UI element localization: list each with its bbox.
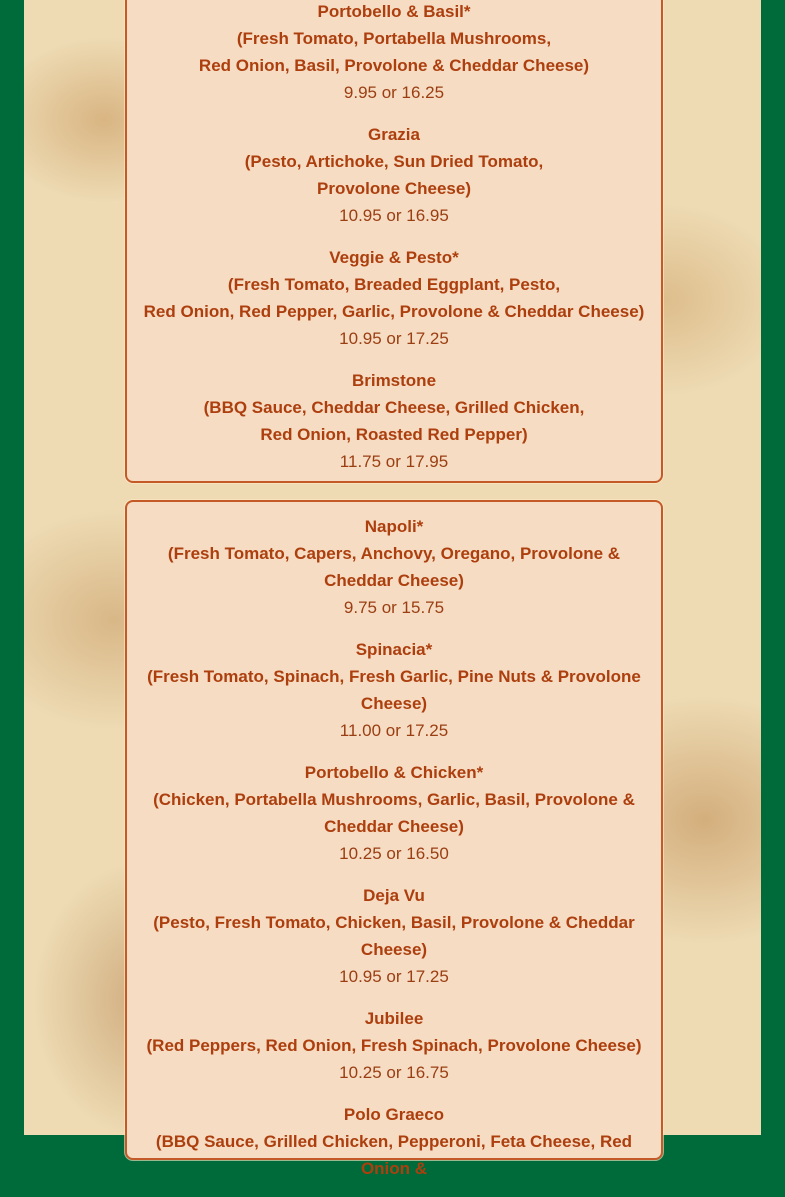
menu-item-name: Portobello & Basil* (317, 2, 471, 21)
menu-item (127, 121, 661, 229)
menu-item-description: (Chicken, Portabella Mushrooms, Garlic, Basil, Provolone & Cheddar Cheese) (153, 790, 635, 836)
menu-item (127, 513, 661, 621)
menu-item (127, 882, 661, 990)
menu-item-description: (BBQ Sauce, Grilled Chicken, Pepperoni, Feta Cheese, Red Onion & (155, 1132, 633, 1178)
menu-item-description: (Red Peppers, Red Onion, Fresh Spinach, Provolone Cheese) (146, 1036, 642, 1055)
menu-item-name: Grazia (368, 125, 420, 144)
menu-item-description: (Fresh Tomato, Spinach, Fresh Garlic, Pine Nuts & Provolone Cheese) (147, 667, 641, 713)
menu-item-list-2 (127, 513, 661, 1197)
menu-item-description: (BBQ Sauce, Cheddar Cheese, Grilled Chicken, Red Onion, Roasted Red Pepper) (203, 398, 585, 444)
menu-item-price: 10.25 or 16.75 (339, 1063, 449, 1082)
menu-item-price: 10.95 or 16.95 (339, 206, 449, 225)
menu-item (127, 1101, 661, 1182)
menu-item-list-1 (127, 0, 661, 490)
menu-item-description: (Fresh Tomato, Breaded Eggplant, Pesto, Red Onion, Red Pepper, Garlic, Provolone & Cheddar Cheese) (143, 275, 645, 321)
menu-item-name: Veggie & Pesto* (329, 248, 459, 267)
menu-item-description: (Pesto, Artichoke, Sun Dried Tomato, Provolone Cheese) (244, 152, 544, 198)
menu-item (127, 0, 661, 106)
menu-section-box-2 (125, 500, 663, 1178)
menu-item-price: 10.95 or 17.25 (339, 967, 449, 986)
menu-item-name: Spinacia* (355, 640, 433, 659)
menu-item-name: Polo Graeco (343, 1105, 445, 1124)
menu-item-description: (Fresh Tomato, Portabella Mushrooms, Red Onion, Basil, Provolone & Cheddar Cheese) (198, 29, 590, 75)
menu-item-description: (Pesto, Fresh Tomato, Chicken, Basil, Provolone & Cheddar Cheese) (153, 913, 635, 959)
menu-item-price: 10.25 or 16.50 (339, 844, 449, 863)
menu-item (127, 759, 661, 867)
menu-section-box-1 (125, 0, 663, 483)
menu-item-price: 10.95 or 17.25 (339, 329, 449, 348)
menu-item-name: Deja Vu (363, 886, 425, 905)
menu-item-price: 9.75 or 15.75 (343, 598, 445, 617)
menu-item-name: Napoli* (364, 517, 424, 536)
menu-item-price: 11.75 or 17.95 (339, 452, 449, 471)
menu-item (127, 1005, 661, 1086)
menu-item-name: Portobello & Chicken* (304, 763, 484, 782)
menu-item-price: 11.00 or 17.25 (339, 721, 449, 740)
menu-item-description: (Fresh Tomato, Capers, Anchovy, Oregano, Provolone & Cheddar Cheese) (167, 544, 621, 590)
menu-item-price: 9.95 or 16.25 (343, 83, 445, 102)
menu-item-name: Brimstone (351, 371, 437, 390)
menu-item (127, 367, 661, 475)
menu-item (127, 636, 661, 744)
menu-item-name: Jubilee (364, 1009, 424, 1028)
menu-item (127, 244, 661, 352)
